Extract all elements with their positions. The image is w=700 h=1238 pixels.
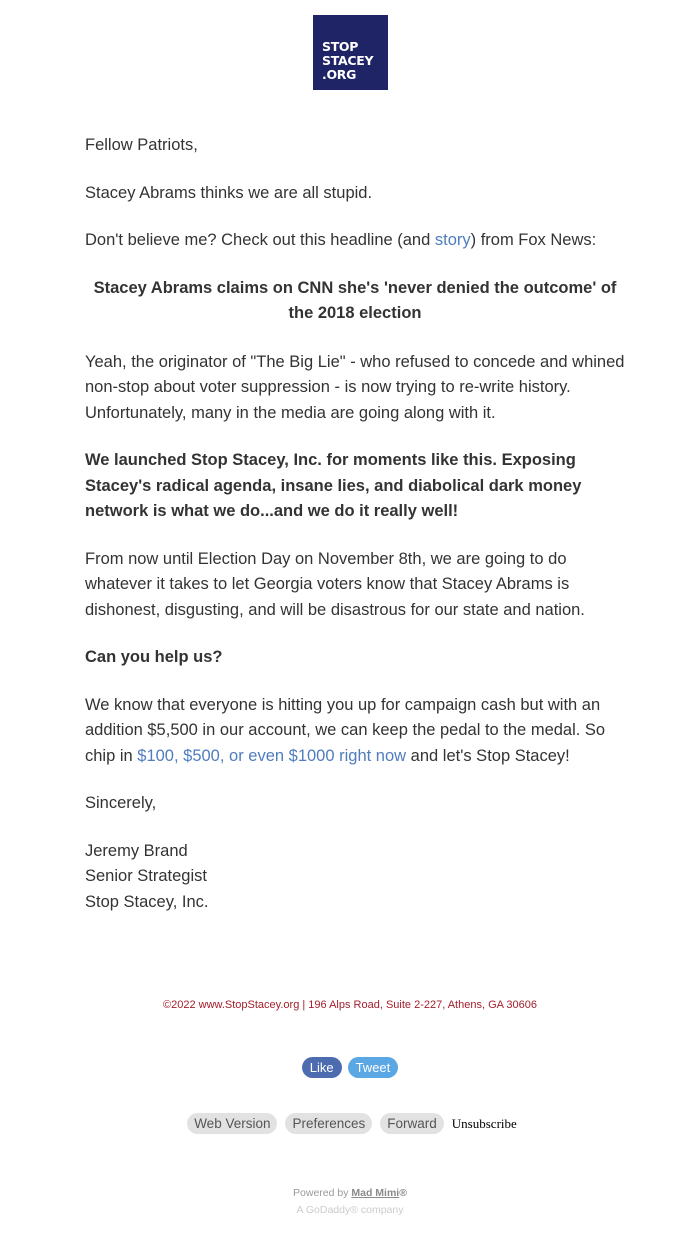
email-preferences-bar — [0, 1113, 700, 1134]
godaddy-note: A GoDaddy® company — [296, 1204, 404, 1216]
logo-line-2: STACEY — [322, 53, 374, 68]
web-version-button[interactable]: Web Version — [187, 1113, 277, 1134]
powered-by — [0, 1185, 700, 1219]
logo-line-3: .ORG — [322, 67, 357, 82]
paragraph-6-bold: Can you help us? — [85, 648, 223, 666]
social-buttons — [0, 1057, 700, 1078]
email-body — [85, 133, 625, 937]
footer-address: ©2022 www.StopStacey.org | 196 Alps Road, Suite 2-227, Athens, GA 30606 — [163, 999, 537, 1011]
signature-org: Stop Stacey, Inc. — [85, 892, 209, 911]
greeting: Fellow Patriots, — [85, 136, 198, 154]
signature-title: Senior Strategist — [85, 867, 207, 885]
closing: Sincerely, — [85, 794, 157, 812]
signature-name: Jeremy Brand — [85, 841, 188, 860]
paragraph-3: Yeah, the originator of "The Big Lie" - who refused to concede and whined non-stop about voter suppression - is now trying to re-write history. Unfortunately, many in the media are going along with it. — [85, 352, 625, 422]
registered-mark: ® — [399, 1187, 407, 1199]
forward-button[interactable]: Forward — [380, 1113, 444, 1134]
story-link[interactable]: story — [434, 231, 471, 249]
mad-mimi-link[interactable]: Mad Mimi — [351, 1187, 400, 1199]
powered-prefix: Powered by — [293, 1187, 352, 1199]
news-headline: Stacey Abrams claims on CNN she's 'never denied the outcome' of the 2018 election — [93, 278, 617, 322]
paragraph-1: Stacey Abrams thinks we are all stupid. — [85, 183, 373, 202]
paragraph-7: We know that everyone is hitting you up for campaign cash but with an addition $5,500 in our account, we can keep the pedal to the medal. So chip in $100, $500, or even $1000 right now and let's Stop Stacey! — [85, 695, 606, 765]
preferences-button[interactable]: Preferences — [285, 1113, 372, 1134]
donate-link[interactable]: $100, $500, or even $1000 right now — [137, 746, 407, 765]
signature — [85, 839, 625, 916]
tweet-button[interactable]: Tweet — [348, 1057, 399, 1078]
unsubscribe-link[interactable]: Unsubscribe — [451, 1116, 517, 1131]
facebook-like-button[interactable]: Like — [302, 1057, 342, 1078]
paragraph-5: From now until Election Day on November 8th, we are going to do whatever it takes to let Georgia voters know that Stacey Abrams is dishonest, disgusting, and will be disastrous for our state and nation. — [85, 549, 585, 619]
logo-line-1: STOP — [322, 39, 359, 54]
paragraph-4-bold: We launched Stop Stacey, Inc. for moments like this. Exposing Stacey's radical agenda, insane lies, and diabolical dark money network is what we do...and we do it really well! — [85, 451, 582, 520]
paragraph-2: Don't believe me? Check out this headline (and story) from Fox News: — [85, 231, 597, 249]
stop-stacey-logo[interactable] — [313, 15, 388, 90]
